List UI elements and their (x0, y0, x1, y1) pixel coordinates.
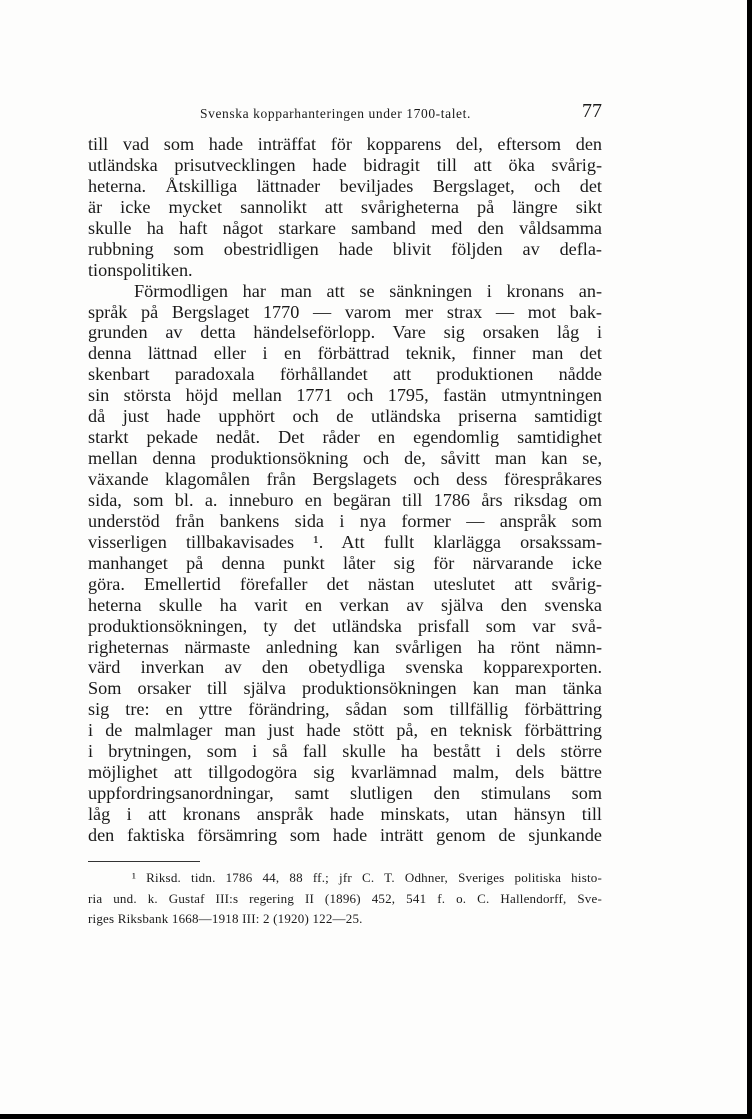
text-line: righeternas närmaste anledning kan svårligen ha rönt nämn- (88, 636, 602, 657)
running-head (88, 100, 602, 128)
text-line: uppfordringsanordningar, samt slutligen den stimulans som (88, 783, 602, 804)
text-line: låg i att kronans anspråk hade minskats, utan hänsyn till (88, 804, 602, 824)
running-title: Svenska kopparhanteringen under 1700-talet. (200, 106, 471, 121)
text-line: skenbart paradoxala förhållandet att produktionen nådde (88, 364, 602, 385)
text-line: värd inverkan av den obetydliga svenska kopparexporten. (88, 657, 602, 678)
text-line: i brytningen, som i så fall skulle ha bestått i dels större (88, 741, 602, 762)
footnotes (88, 868, 602, 930)
text-line: starkt pekade nedåt. Det råder en egendomlig samtidighet (88, 427, 602, 448)
footnote-divider (88, 861, 200, 862)
text-line: möjlighet att tillgodogöra sig kvarlämnad malm, dels bättre (88, 762, 602, 783)
text-line: denna lättnad eller i en förbättrad teknik, finner man det (88, 343, 602, 364)
text-line: i de malmlager man just hade stött på, en teknisk förbättring (88, 720, 602, 741)
footnote-line: riges Riksbank 1668—1918 III: 2 (1920) 122—25. (88, 911, 363, 926)
text-line: rubbning som obestridligen hade blivit följden av defla- (88, 238, 602, 259)
text-line: är icke mycket sannolikt att svårigheterna på längre sikt (88, 196, 602, 217)
text-line: sin största höjd mellan 1771 och 1795, fastän utmyntningen (88, 385, 602, 406)
text-line: produktionsökningen, ty det utländska prisfall som var svå- (88, 615, 602, 636)
text-line: understöd från bankens sida i nya former — anspråk som (88, 510, 602, 531)
text-line: växande klagomålen från Bergslagets och dess förespråkares (88, 469, 602, 489)
text-line: göra. Emellertid förefaller det nästan uteslutet att svårig- (88, 573, 602, 594)
text-line: mellan denna produktionsökning och de, såvitt man kan se, (88, 448, 602, 469)
text-line: sig tre: en yttre förändring, sådan som tillfällig förbättring (88, 699, 602, 720)
text-line: skulle ha haft något starkare samband med den våldsamma (88, 217, 602, 238)
text-line: Som orsaker till själva produktionsökningen kan man tänka (88, 678, 602, 699)
footnote-line: ¹ Riksd. tidn. 1786 44, 88 ff.; jfr C. T. Odhner, Sveriges politiska histo- (132, 870, 602, 885)
text-line: sida, som bl. a. inneburo en begäran till 1786 års riksdag om (88, 489, 602, 510)
text-line: heterna. Åtskilliga lättnader beviljades Bergslaget, och det (88, 175, 602, 196)
body-text (88, 134, 602, 846)
text-line: grunden av detta händelseförlopp. Vare sig orsaken låg i (88, 322, 602, 343)
text-line: till vad som hade inträffat för kopparens del, eftersom den (88, 134, 602, 154)
page-number: 77 (582, 100, 602, 122)
text-line: visserligen tillbakavisades ¹. Att fullt klarlägga orsakssam- (88, 531, 602, 552)
text-line: heterna skulle ha varit en verkan av själva den svenska (88, 594, 602, 615)
text-line: manhanget på denna punkt låter sig för närvarande icke (88, 552, 602, 573)
text-line: språk på Bergslaget 1770 — varom mer strax — mot bak- (88, 301, 602, 322)
text-line: Förmodligen har man att se sänkningen i kronans an- (134, 280, 602, 301)
text-line: den faktiska försämring som hade inträtt genom de sjunkande (88, 824, 602, 845)
text-line: då just hade upphört och de utländska priserna samtidigt (88, 406, 602, 427)
text-line: utländska prisutvecklingen hade bidragit till att öka svårig- (88, 154, 602, 175)
text-line: tionspolitiken. (88, 259, 193, 280)
footnote-line: ria und. k. Gustaf III:s regering II (1896) 452, 541 f. o. C. Hallendorff, Sve- (88, 890, 602, 906)
